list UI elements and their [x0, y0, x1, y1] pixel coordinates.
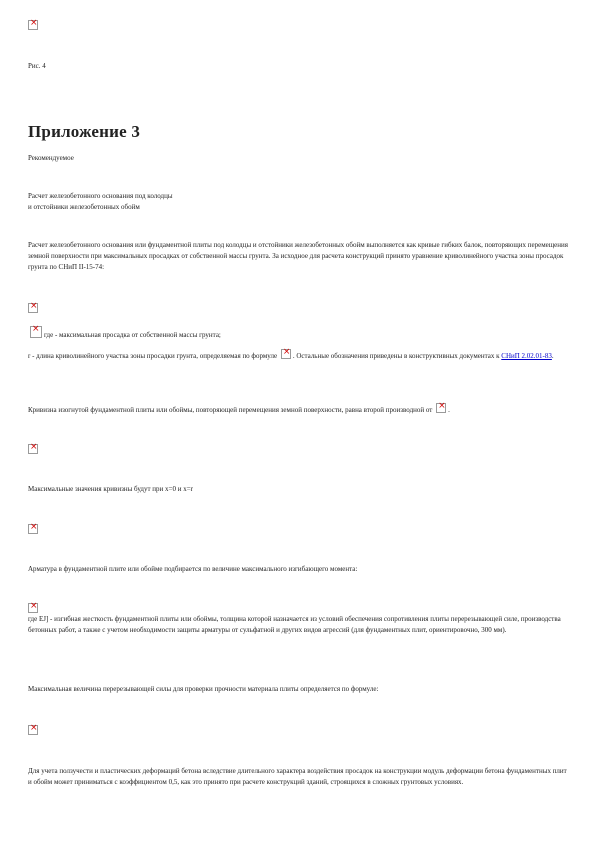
appendix-title-line2: и отстойники железобетонных обойм [28, 203, 140, 211]
paragraph-4-text: Кривизна изогнутой фундаментной плиты или обоймы, повторяющей перемещения земной поверхности, равна второй производной от [28, 406, 435, 414]
paragraph-5: Максимальные значения кривизны будут при x=0 и x=r [28, 485, 193, 493]
figure-caption: Рис. 4 [28, 62, 46, 70]
paragraph-3-text-b: . Остальные обозначения приведены в конструктивных документах к [292, 352, 502, 360]
broken-image-icon [28, 303, 38, 313]
paragraph-2-text: где - максимальная просадка от собственной массы грунта; [44, 331, 221, 339]
paragraph-6: Арматура в фундаментной плите или обойме подбирается по величине максимального изгибающего момента: [28, 565, 358, 573]
broken-image-icon [28, 444, 38, 454]
broken-image-icon [28, 20, 38, 30]
broken-image-icon [28, 725, 38, 735]
paragraph-9: Для учета ползучести и пластических деформаций бетона вследствие длительного характера воздействия просадок на конструкции модуль деформации бетона фундаментных плит и обойм может приниматься с коэффициентом 0,5, как это принято при расчете конструкций зданий, строящихся в сложных грунтовых условиях. [28, 767, 567, 786]
paragraph-2 [28, 326, 568, 341]
paragraph-4 [28, 403, 568, 416]
appendix-title-line1: Расчет железобетонного основания под колодцы [28, 192, 173, 200]
paragraph-3-text-c: . [551, 352, 554, 360]
appendix-title [28, 191, 568, 213]
paragraph-3 [28, 349, 568, 362]
broken-image-icon [436, 403, 446, 413]
paragraph-7: где EJ] - изгибная жесткость фундаментной плиты или обоймы, толщина которой назначается из условий обеспечения сопротивления плиты перерезывающей силе, производства бетонных работ, а также с учетом необходимости защиты арматуры от сульфатной и других видов агрессий (для фундаментных плит, ориентировочно, 300 мм). [28, 615, 561, 634]
broken-image-icon [28, 603, 38, 613]
appendix-heading: Приложение 3 [28, 122, 141, 141]
appendix-status: Рекомендуемое [28, 154, 74, 162]
paragraph-8: Максимальная величина перерезывающей силы для проверки прочности материала плиты определяется по формуле: [28, 685, 379, 693]
paragraph-3-text-a: r - длина криволинейного участка зоны просадки грунта, определяемая по формуле [28, 352, 279, 360]
broken-image-icon [281, 349, 291, 359]
broken-image-icon [28, 524, 38, 534]
snip-link[interactable]: СНиП 2.02.01-83 [501, 352, 552, 360]
paragraph-1: Расчет железобетонного основания или фундаментной плиты под колодцы и отстойники железобетонных обойм выполняется как кривые гибких балок, повторяющих перемещения земной поверхности при максимальных просадках от собственной массы грунта. За исходное для расчета конструкций принято уравнение криволинейного участка зоны просадок грунта по СНиП II-15-74: [28, 241, 569, 271]
broken-image-icon [30, 326, 42, 338]
paragraph-4-end: . [448, 406, 450, 414]
